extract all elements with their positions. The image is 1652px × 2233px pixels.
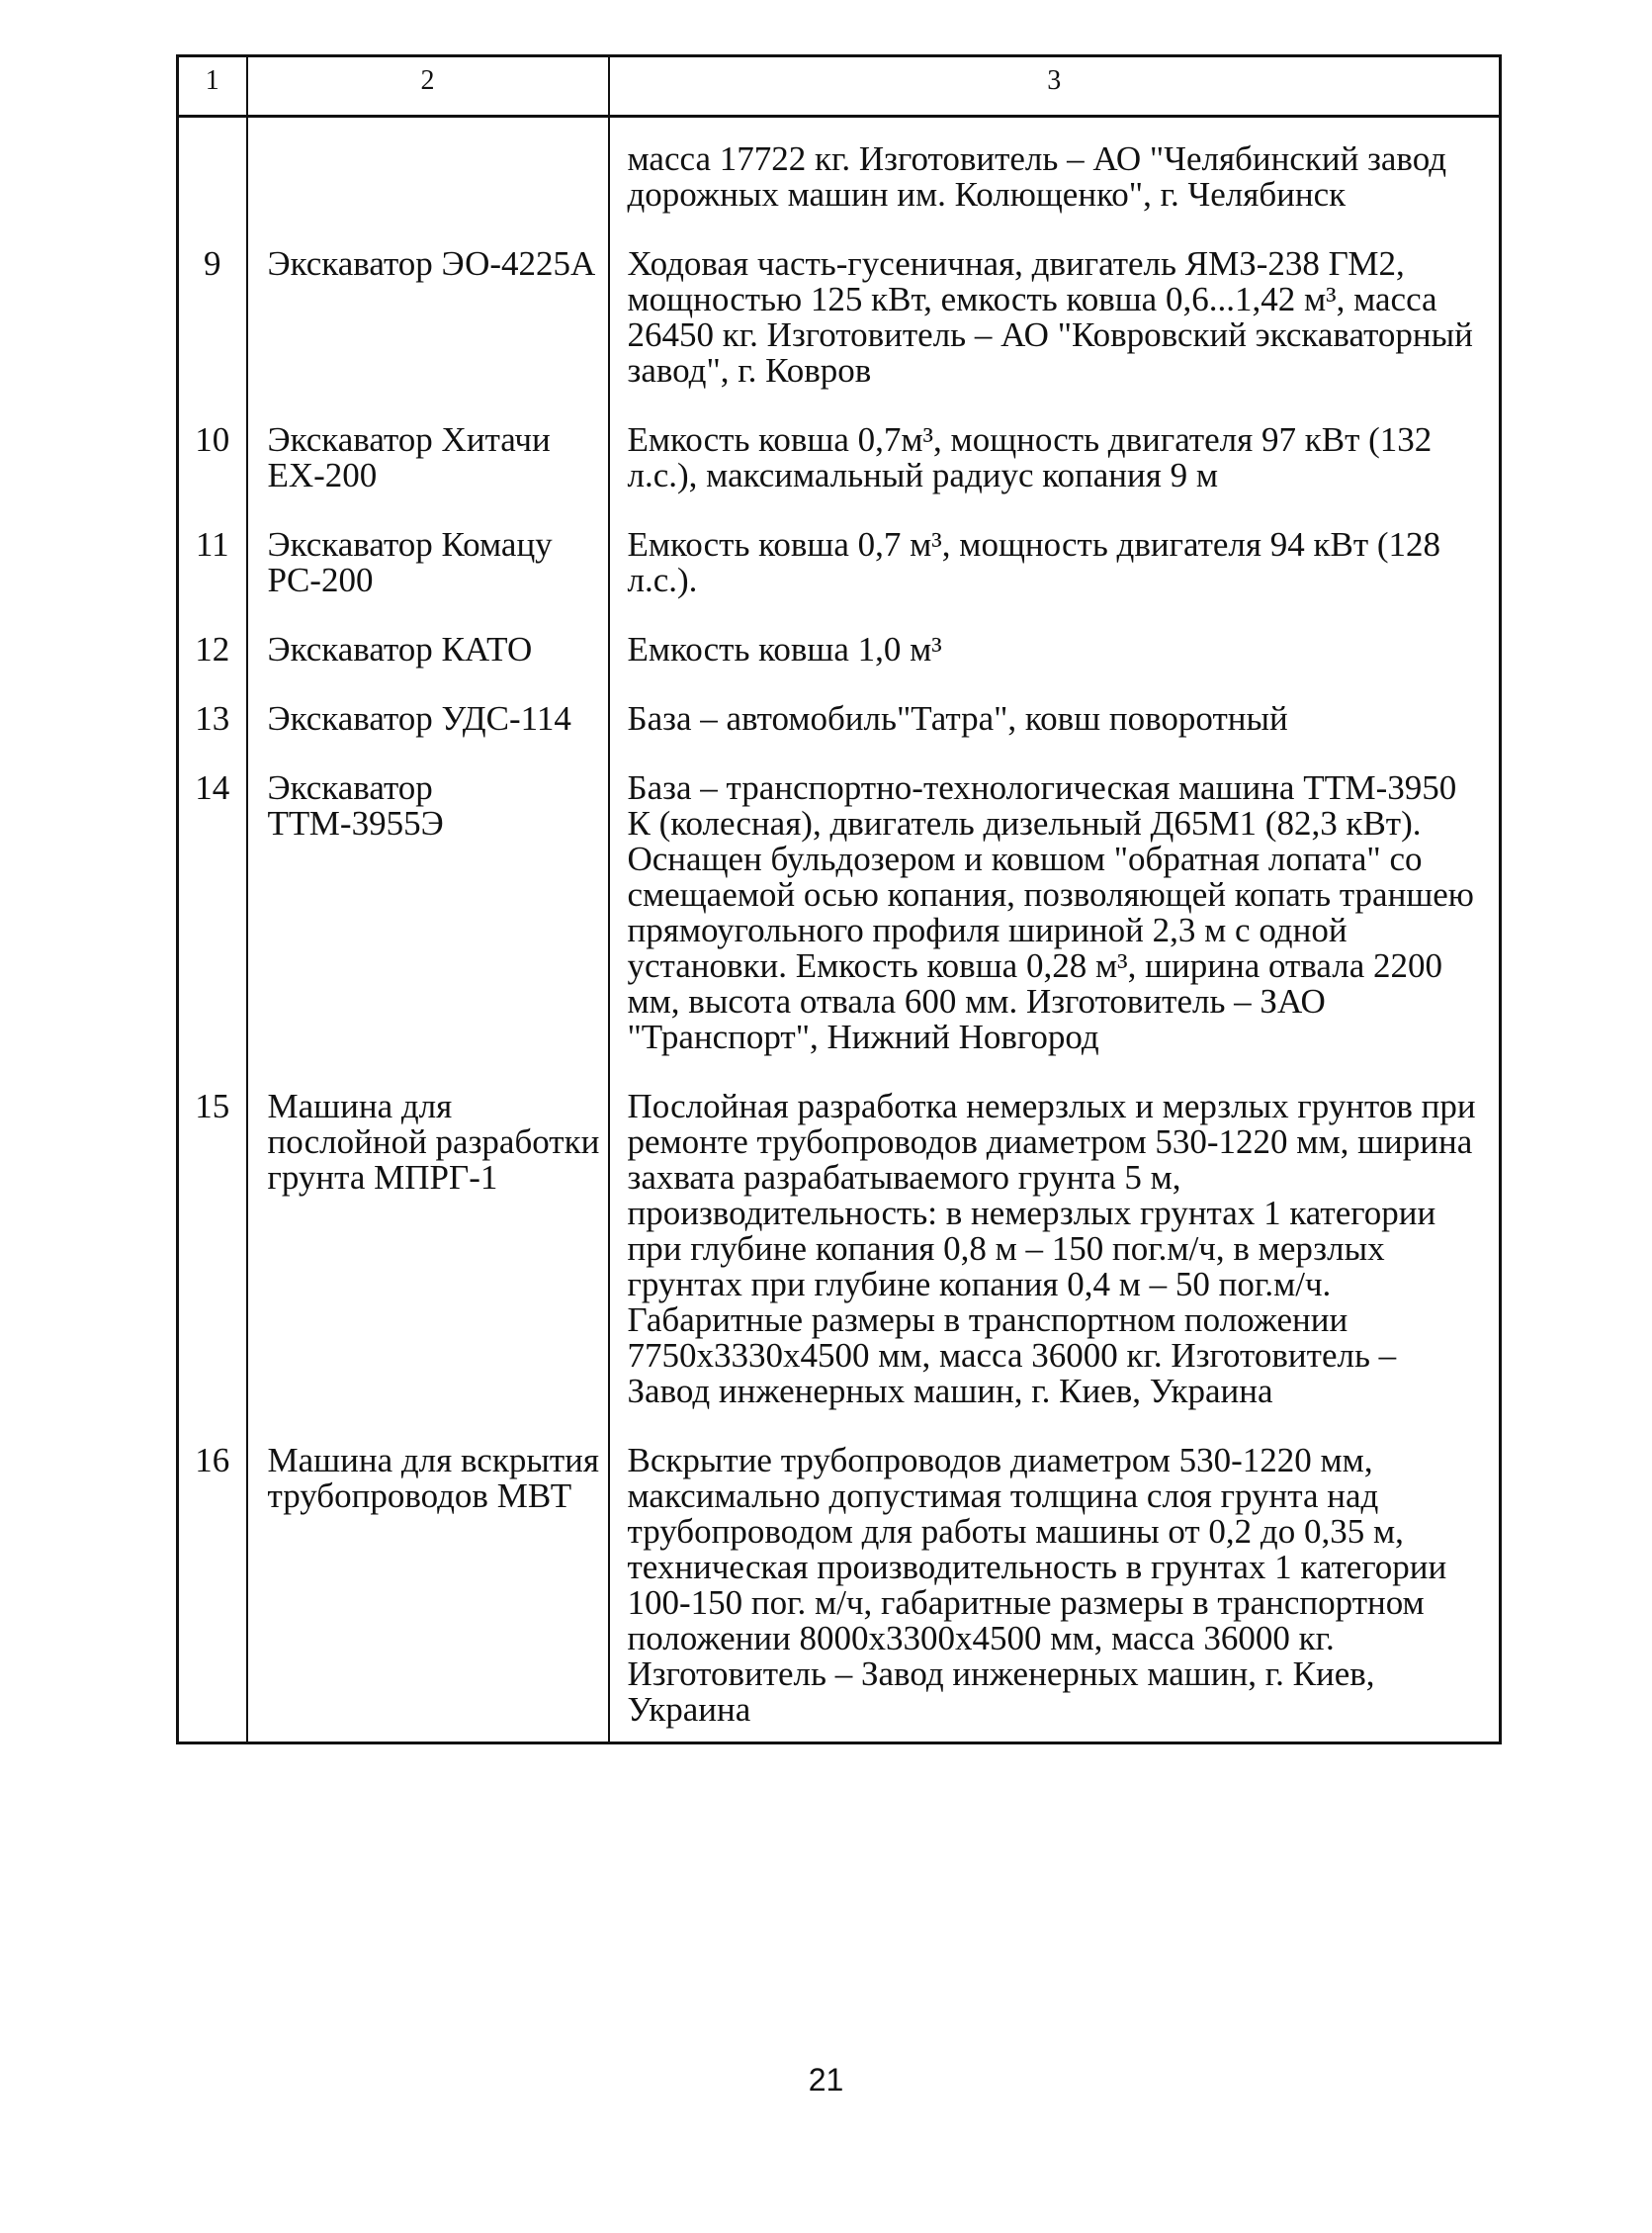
- table-row: [178, 1089, 1501, 1443]
- machine-name: Экскаватор УДС-114: [247, 701, 609, 770]
- row-number: 10: [178, 422, 247, 527]
- row-number: 12: [178, 632, 247, 701]
- machine-description: Послойная разработка немерзлых и мерзлых грунтов при ремонте трубопроводов диаметром 530-1220 мм, ширина захвата разрабатываемого грунта 5 м, производительность: в немерзлых грунтах 1 категории при глубине копания 0,8 м – 150 пог.м/ч, в мерзлых грунтах при глубине копания 0,4 м – 50 пог.м/ч. Габаритные размеры в транспортном положении 7750х3330х4500 мм, масса 36000 кг. Изготовитель – Завод инженерных машин, г. Киев, Украина: [609, 1089, 1501, 1443]
- table-row: [178, 422, 1501, 527]
- machine-name: Экскаватор ТТМ-3955Э: [247, 770, 609, 1089]
- machine-name: Экскаватор ЭО-4225А: [247, 246, 609, 422]
- machine-name: [247, 117, 609, 247]
- column-header-2: 2: [247, 56, 609, 117]
- row-number: 14: [178, 770, 247, 1089]
- machine-name: Экскаватор КАТО: [247, 632, 609, 701]
- machine-name: Машина для послойной разработки грунта МПРГ-1: [247, 1089, 609, 1443]
- table-row: [178, 770, 1501, 1089]
- machine-name: Машина для вскрытия трубопроводов МВТ: [247, 1443, 609, 1743]
- equipment-table: [176, 54, 1502, 1744]
- column-header-3: 3: [609, 56, 1501, 117]
- machine-description: База – автомобиль"Татра", ковш поворотный: [609, 701, 1501, 770]
- row-number: 15: [178, 1089, 247, 1443]
- row-number: 9: [178, 246, 247, 422]
- table-row: [178, 117, 1501, 247]
- machine-name: Экскаватор Хитачи ЕХ-200: [247, 422, 609, 527]
- table-row: [178, 246, 1501, 422]
- machine-description: Емкость ковша 0,7 м³, мощность двигателя 94 кВт (128 л.с.).: [609, 527, 1501, 632]
- table-row: [178, 527, 1501, 632]
- machine-description: Емкость ковша 1,0 м³: [609, 632, 1501, 701]
- header-row: [178, 56, 1501, 117]
- page-number: 21: [808, 2062, 844, 2098]
- machine-description: Ходовая часть-гусеничная, двигатель ЯМЗ-238 ГМ2, мощностью 125 кВт, емкость ковша 0,6...1,42 м³, масса 26450 кг. Изготовитель – АО "Ковровский экскаваторный завод", г. Ковров: [609, 246, 1501, 422]
- row-number: [178, 117, 247, 247]
- machine-description: База – транспортно-технологическая машина ТТМ-3950 К (колесная), двигатель дизельный Д65М1 (82,3 кВт). Оснащен бульдозером и ковшом "обратная лопата" со смещаемой осью копания, позволяющей копать траншею прямоугольного профиля шириной 2,3 м с одной установки. Емкость ковша 0,28 м³, ширина отвала 2200 мм, высота отвала 600 мм. Изготовитель – ЗАО "Транспорт", Нижний Новгород: [609, 770, 1501, 1089]
- column-header-1: 1: [178, 56, 247, 117]
- machine-description: масса 17722 кг. Изготовитель – АО "Челябинский завод дорожных машин им. Колющенко", г. Челябинск: [609, 117, 1501, 247]
- table-row: [178, 1443, 1501, 1743]
- machine-description: Емкость ковша 0,7м³, мощность двигателя 97 кВт (132 л.с.), максимальный радиус копания 9 м: [609, 422, 1501, 527]
- table-row: [178, 701, 1501, 770]
- row-number: 16: [178, 1443, 247, 1743]
- machine-description: Вскрытие трубопроводов диаметром 530-1220 мм, максимально допустимая толщина слоя грунта над трубопроводом для работы машины от 0,2 до 0,35 м, техническая производительность в грунтах 1 категории 100-150 пог. м/ч, габаритные размеры в транспортном положении 8000х3300х4500 мм, масса 36000 кг. Изготовитель – Завод инженерных машин, г. Киев, Украина: [609, 1443, 1501, 1743]
- table-row: [178, 632, 1501, 701]
- row-number: 13: [178, 701, 247, 770]
- row-number: 11: [178, 527, 247, 632]
- machine-name: Экскаватор Комацу PC-200: [247, 527, 609, 632]
